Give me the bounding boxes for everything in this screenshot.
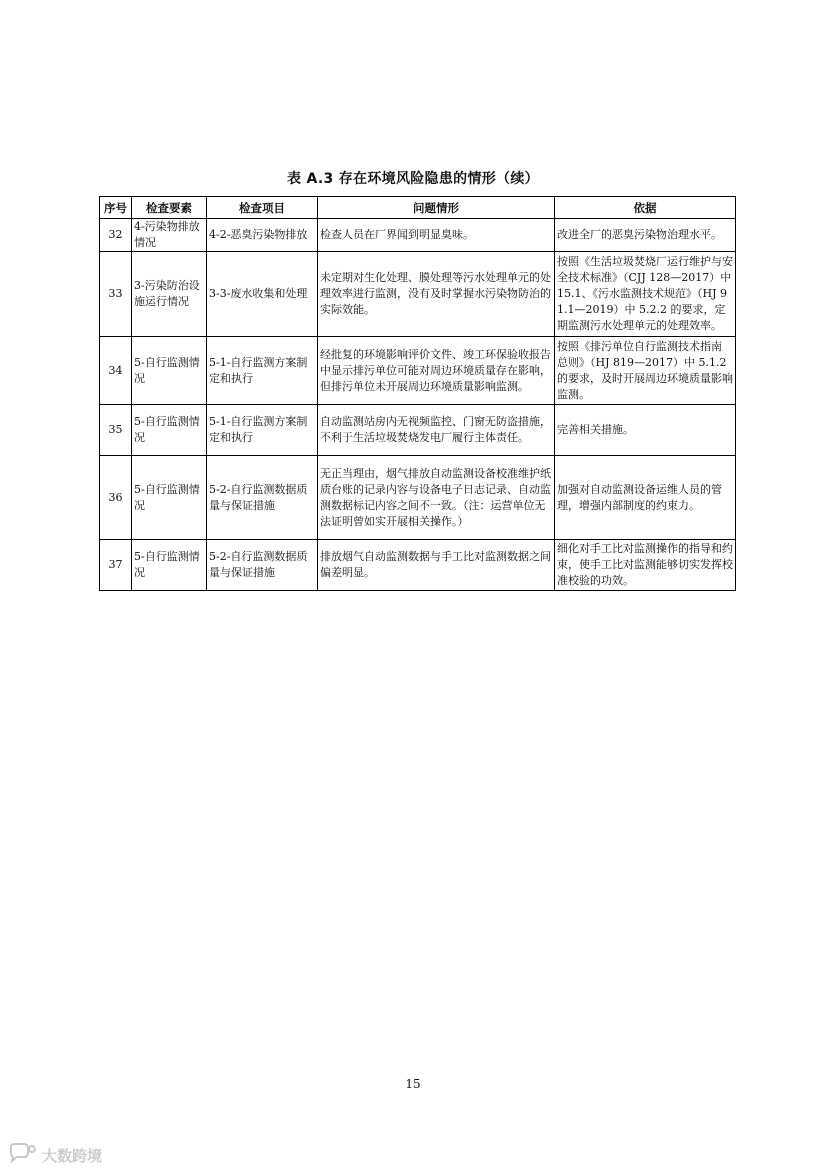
header-issue: 问题情形 (318, 197, 555, 219)
row-item: 4-2-恶臭污染物排放 (207, 219, 318, 252)
table-row (100, 456, 736, 540)
row-basis: 按照《排污单位自行监测技术指南 总则》（HJ 819—2017）中 5.1.2 的要求，及时开展周边环境质量影响监测。 (555, 337, 736, 405)
header-basis: 依据 (555, 197, 736, 219)
row-number: 36 (100, 456, 132, 540)
row-item: 5-1-自行监测方案制定和执行 (207, 337, 318, 405)
row-number: 34 (100, 337, 132, 405)
row-basis: 细化对手工比对监测操作的指导和约束，使手工比对监测能够切实发挥校准校验的功效。 (555, 540, 736, 591)
header-element: 检查要素 (132, 197, 207, 219)
table-header-row (100, 197, 736, 219)
table-caption: 表 A.3 存在环境风险隐患的情形（续） (287, 171, 539, 187)
row-basis: 加强对自动监测设备运维人员的管理，增强内部制度的约束力。 (555, 456, 736, 540)
row-item: 3-3-废水收集和处理 (207, 252, 318, 337)
row-issue: 检查人员在厂界闻到明显臭味。 (318, 219, 555, 252)
row-issue: 无正当理由，烟气排放自动监测设备校准维护纸质台账的记录内容与设备电子日志记录、自动监测数据标记内容之间不一致。（注：运营单位无法证明曾如实开展相关操作。） (318, 456, 555, 540)
header-number: 序号 (100, 197, 132, 219)
row-issue: 未定期对生化处理、膜处理等污水处理单元的处理效率进行监测，没有及时掌握水污染物防治的实际效能。 (318, 252, 555, 337)
row-item: 5-2-自行监测数据质量与保证措施 (207, 456, 318, 540)
table-row (100, 540, 736, 591)
row-issue: 自动监测站房内无视频监控、门窗无防盗措施，不利于生活垃圾焚烧发电厂履行主体责任。 (318, 405, 555, 456)
row-issue: 经批复的环境影响评价文件、竣工环保验收报告中显示排污单位可能对周边环境质量存在影响，但排污单位未开展周边环境质量影响监测。 (318, 337, 555, 405)
row-basis: 完善相关措施。 (555, 405, 736, 456)
row-element: 5-自行监测情况 (132, 540, 207, 591)
row-element: 5-自行监测情况 (132, 405, 207, 456)
row-number: 32 (100, 219, 132, 252)
table-row (100, 405, 736, 456)
row-item: 5-1-自行监测方案制定和执行 (207, 405, 318, 456)
row-basis: 改进全厂的恶臭污染物治理水平。 (555, 219, 736, 252)
row-number: 33 (100, 252, 132, 337)
row-element: 5-自行监测情况 (132, 456, 207, 540)
watermark (8, 1143, 102, 1167)
row-element: 4-污染物排放情况 (132, 219, 207, 252)
row-number: 35 (100, 405, 132, 456)
row-element: 3-污染防治设施运行情况 (132, 252, 207, 337)
table-row (100, 337, 736, 405)
page-number: 15 (405, 1077, 421, 1091)
chat-bubble-logo-icon (8, 1143, 38, 1167)
watermark-text: 大数跨境 (42, 1146, 103, 1165)
row-issue: 排放烟气自动监测数据与手工比对监测数据之间偏差明显。 (318, 540, 555, 591)
row-basis: 按照《生活垃圾焚烧厂运行维护与安全技术标准》（CJJ 128—2017）中15.1、《污水监测技术规范》（HJ 91.1—2019）中 5.2.2 的要求，定期监测污水处理单元的处理效率。 (555, 252, 736, 337)
risk-table (99, 196, 736, 591)
row-element: 5-自行监测情况 (132, 337, 207, 405)
header-item: 检查项目 (207, 197, 318, 219)
table-row (100, 219, 736, 252)
row-item: 5-2-自行监测数据质量与保证措施 (207, 540, 318, 591)
table-row (100, 252, 736, 337)
row-number: 37 (100, 540, 132, 591)
